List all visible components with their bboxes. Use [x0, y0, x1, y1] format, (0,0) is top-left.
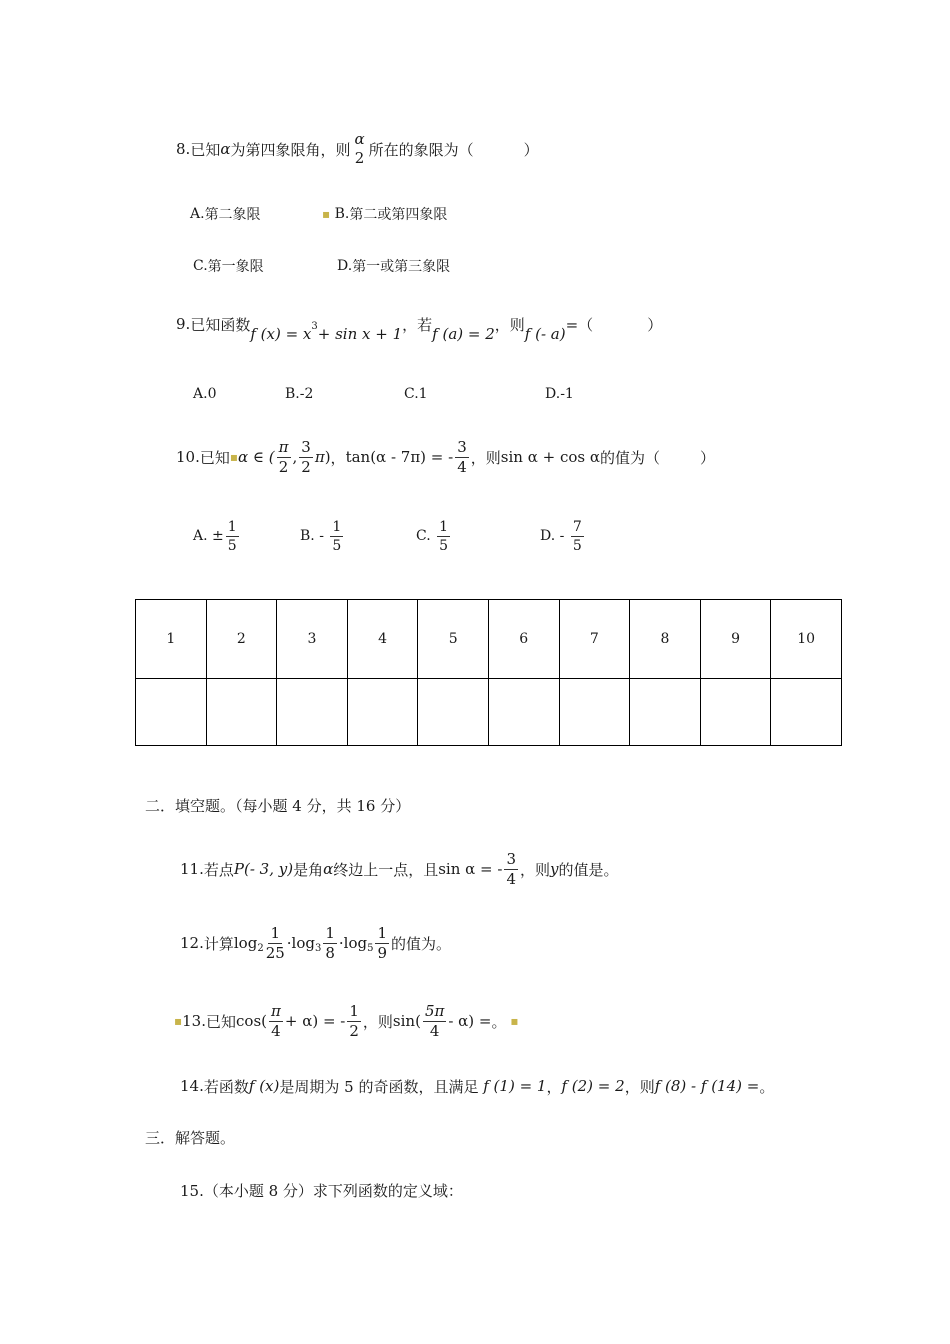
q8-number: 8. — [176, 140, 191, 158]
answer-blank-cell[interactable] — [771, 679, 842, 746]
q12-number: 12. — [180, 934, 204, 952]
q9-option-a: A. 0 — [193, 386, 217, 402]
answer-header-cell: 4 — [347, 600, 418, 679]
q9-number: 9. — [176, 315, 191, 333]
answer-header-cell: 9 — [700, 600, 771, 679]
q11-number: 11. — [180, 860, 204, 878]
answer-header-cell: 7 — [559, 600, 630, 679]
q9-option-c: C. 1 — [404, 386, 428, 402]
q9-option-d: D. -1 — [545, 386, 574, 402]
answer-header-cell: 2 — [206, 600, 277, 679]
answer-blank-cell[interactable] — [277, 679, 348, 746]
answer-blank-cell[interactable] — [700, 679, 771, 746]
answer-blank-cell[interactable] — [347, 679, 418, 746]
answer-table-header-row — [136, 600, 842, 679]
answer-header-cell: 6 — [488, 600, 559, 679]
answer-header-cell: 3 — [277, 600, 348, 679]
q11-stem: 11. 若点 P(- 3, y) 是角 α 终边上一点，且 sin α = - $\frac{3}{4}$ ，则 y 的值是。 — [180, 849, 619, 888]
q15-stem: 15.（本小题 8 分）求下列函数的定义域： — [180, 1181, 463, 1200]
q13-stem: ▪ 13. 已知 cos( $\frac{\pi}{4}$ + α) = - $\frac{1}{2}$ ，则 sin( $\frac{5\pi}{4}$ - α) = 。 ▪ — [174, 1001, 519, 1040]
section-2-heading: 二．填空题。（每小题 4 分，共 16 分） — [145, 796, 411, 815]
q10-option-a: A. ± $\frac{1}{5}$ — [193, 518, 237, 554]
answer-header-cell: 8 — [630, 600, 701, 679]
q10-stem: 10. 已知 ▪ α ∈ ( $\frac{\pi}{2}$ , $\frac{3}{2}$ π ) ， tan(α - 7π) = - $\frac{3}{4}$ ，则 sin α + cos α 的值为（ ） — [176, 437, 715, 476]
q14-number: 14. — [180, 1077, 204, 1095]
q10-number: 10. — [176, 448, 200, 466]
answer-blank-cell[interactable] — [418, 679, 489, 746]
answer-header-cell: 1 — [136, 600, 207, 679]
answer-blank-cell[interactable] — [206, 679, 277, 746]
q8-stem: 8. 已知 α 为第四象限角，则 α 2 所在的象限为（ ） — [176, 130, 539, 167]
q8-option-c: C. 第一象限 — [193, 258, 264, 275]
q8-option-d: D. 第一或第三象限 — [337, 258, 451, 275]
q9-option-b: B. -2 — [285, 386, 314, 402]
q9-stem: 9. 已知函数 f (x) = x 3 + sin x + 1 ，若 f (a) = 2 ，则 f (- a) =（ ） — [176, 315, 663, 343]
q8-option-b: ▪ B. 第二或第四象限 — [322, 206, 448, 223]
q12-stem: 12. 计算 log 2 $\frac{1}{25}$ ·log 3 $\frac{1}{8}$ ·log 5 $\frac{1}{9}$ 的值为。 — [180, 923, 452, 962]
q10-option-d: D. - $\frac{7}{5}$ — [540, 518, 582, 554]
alpha-over-2: α 2 — [354, 130, 365, 167]
q10-option-c: C. $\frac{1}{5}$ — [416, 518, 449, 554]
answer-blank-cell[interactable] — [488, 679, 559, 746]
q10-option-b: B. - $\frac{1}{5}$ — [300, 518, 342, 554]
answer-table — [135, 599, 842, 746]
q14-stem: 14. 若函数 f (x) 是周期为 5 的奇函数，且满足 f (1) = 1 ， f (2) = 2 ，则 f (8) - f (14) = 。 — [180, 1077, 775, 1096]
answer-table-blank-row — [136, 679, 842, 746]
answer-header-cell: 10 — [771, 600, 842, 679]
q8-option-a: A. 第二象限 — [190, 206, 261, 223]
answer-header-cell: 5 — [418, 600, 489, 679]
answer-blank-cell[interactable] — [559, 679, 630, 746]
section-3-heading: 三．解答题。 — [145, 1128, 236, 1147]
q13-number: 13. — [182, 1012, 206, 1030]
answer-blank-cell[interactable] — [136, 679, 207, 746]
answer-blank-cell[interactable] — [630, 679, 701, 746]
